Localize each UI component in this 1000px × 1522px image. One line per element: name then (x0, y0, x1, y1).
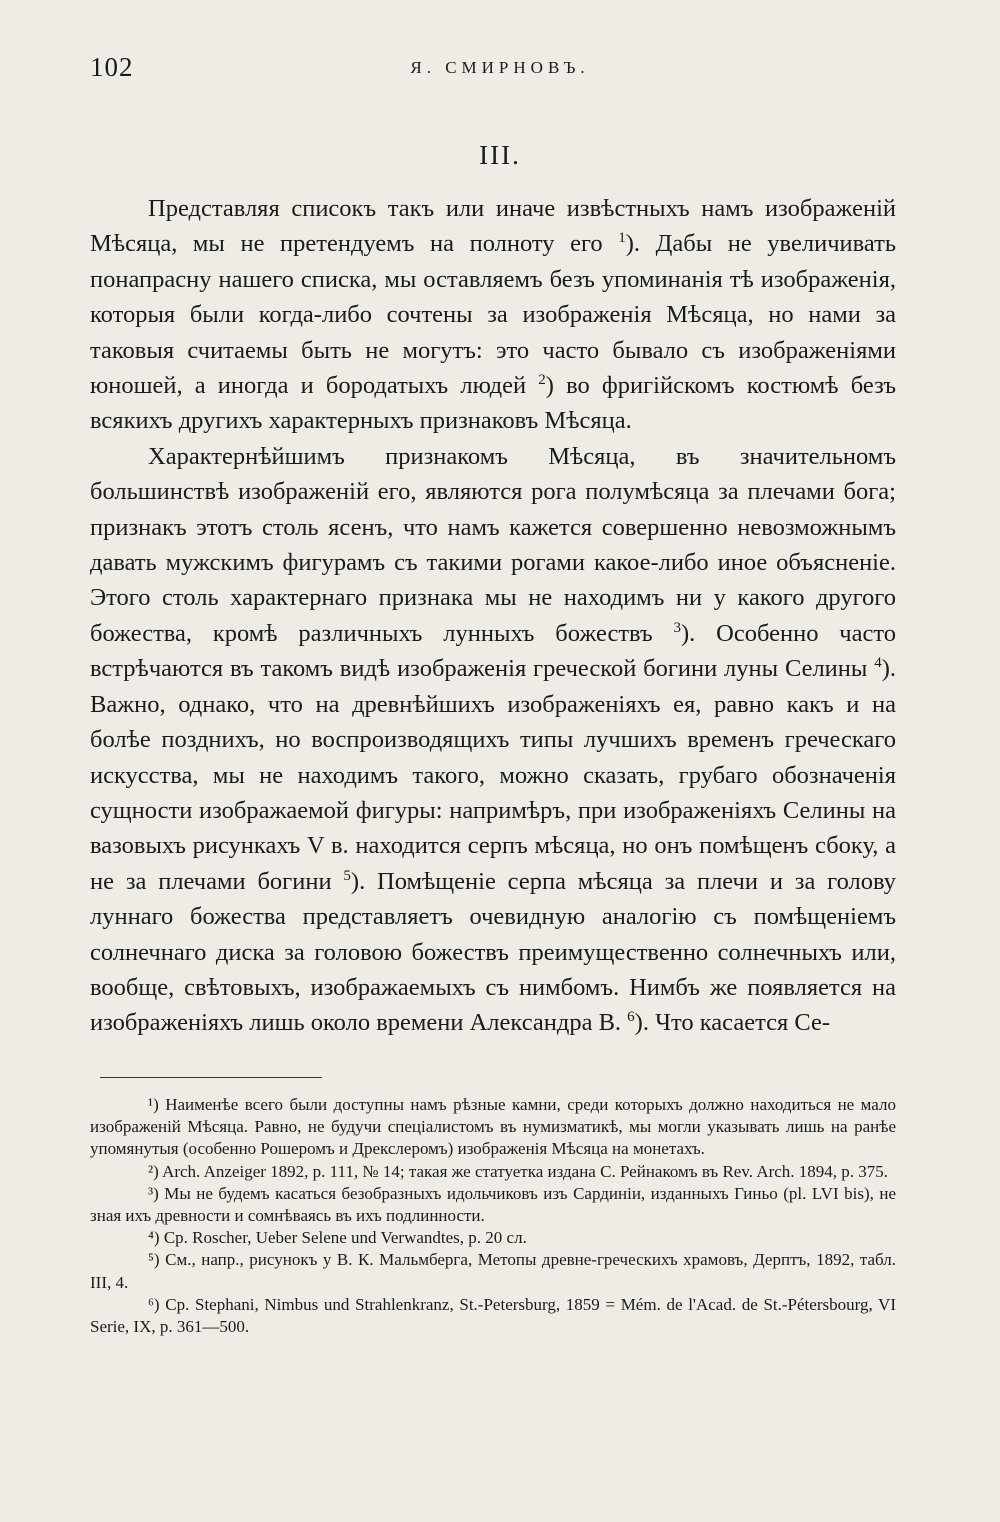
paragraph-text: ). Важно, однако, что на древнѣйшихъ изображеніяхъ ея, равно какъ и на болѣе позднихъ, но воспроизводящихъ типы лучшихъ временъ греческаго искусства, мы не находимъ такого, можно сказать, грубаго обозначенія сущности изображаемой фигуры: напримѣръ, при изображеніяхъ Селины на вазовыхъ рисункахъ V в. находится серпъ мѣсяца, но онъ помѣщенъ сбоку, а не за плечами богини (90, 655, 896, 895)
footnote-ref: 3 (673, 619, 682, 636)
footnote (90, 1294, 896, 1338)
footnote-text: Ср. Roscher, Ueber Selene und Verwandtes, p. 20 сл. (159, 1228, 527, 1248)
footnotes (90, 1094, 896, 1338)
footnote-marker: ³) (148, 1183, 159, 1203)
paragraph-text: ). Особенно часто встрѣчаются въ такомъ видѣ изображенія греческой богини луны Селины (90, 619, 896, 683)
footnote (90, 1227, 896, 1249)
footnote-marker: ⁵) (148, 1250, 160, 1270)
footnote-text: Ср. Stephani, Nimbus und Strahlenkranz, St.-Petersburg, 1859 = Mém. de l'Acad. de St.-Pétersbourg, VI Serie, IX, p. 361—500. (90, 1294, 896, 1337)
footnote (90, 1094, 896, 1161)
footnote-marker: ¹) (148, 1095, 159, 1114)
footnote-ref: 6 (627, 1009, 635, 1026)
footnote-marker: ⁶) (148, 1294, 160, 1314)
footnote (90, 1161, 896, 1183)
footnote-text: Мы не будемъ касаться безобразныхъ идольчиковъ изъ Сардиніи, изданныхъ Гиньо (pl. LVI bis), не зная ихъ древности и сомнѣваясь въ ихъ подлинности. (90, 1183, 896, 1226)
running-head: Я. СМИРНОВЪ. (410, 58, 590, 77)
paragraph (90, 191, 896, 439)
paragraph-text: ). Помѣщеніе серпа мѣсяца за плечи и за голову луннаго божества представляетъ очевидную аналогію съ помѣщеніемъ солнечнаго диска за головою божествъ преимущественно солнечныхъ или, вообще, свѣтовыхъ, изображаемыхъ съ нимбомъ. Нимбъ же появляется на изображеніяхъ лишь около времени Александра В. (90, 867, 896, 1037)
footnote-ref: 4 (874, 655, 882, 672)
footnote-divider (100, 1077, 322, 1078)
page-header (90, 52, 910, 92)
footnote-ref: 5 (343, 867, 351, 884)
paragraph (90, 439, 896, 1041)
footnote-marker: ²) (148, 1161, 159, 1181)
footnote-ref: 2 (538, 372, 546, 389)
paragraph-text: ). Дабы не увеличивать понапрасну нашего списка, мы оставляемъ безъ упоминанія тѣ изображенія, которыя были когда-либо сочтены за изображенія Мѣсяца, но нами за таковыя считаемы быть не могутъ: это часто бывало съ изображеніями юношей, а иногда и бородатыхъ людей (90, 230, 896, 400)
paragraph-text: Характернѣйшимъ признакомъ Мѣсяца, въ значительномъ большинствѣ изображеній его, являются рога полумѣсяца за плечами бога; признакъ этотъ столь ясенъ, что намъ кажется совершенно невозможнымъ давать мужскимъ фигурамъ съ такими рогами какое-либо иное объясненіе. Этого столь характернаго признака мы не находимъ ни у какого другого божества, кромѣ различныхъ лунныхъ божествъ (90, 442, 896, 647)
paragraph-text: ) во фригійскомъ костюмѣ безъ всякихъ другихъ характерныхъ признаковъ Мѣсяца. (90, 372, 896, 435)
footnote-text: Наименѣе всего были доступны намъ рѣзные камни, среди которыхъ должно находиться не мало изображеній Мѣсяца. Равно, не будучи спеціалистомъ въ нумизматикѣ, мы могли указывать лишь на ранѣе упомянутыя (особенно Рошеромъ и Дрекслеромъ) изображенія Мѣсяца на монетахъ. (90, 1095, 896, 1159)
footnote-ref: 1 (618, 230, 626, 247)
footnote-text: Arch. Anzeiger 1892, p. 111, № 14; такая же статуетка издана С. Рейнакомъ въ Rev. Arch. 1894, p. 375. (158, 1161, 889, 1181)
paragraph-text: Представляя списокъ такъ или иначе извѣстныхъ намъ изображеній Мѣсяца, мы не претендуемъ на полноту его (90, 195, 896, 258)
paragraph-text: ). Что касается Се- (634, 1009, 831, 1037)
section-number: III. (479, 140, 521, 170)
footnote (90, 1249, 896, 1293)
body-text (90, 191, 896, 1041)
footnote-text: См., напр., рисунокъ у В. К. Мальмберга, Метопы древне-греческихъ храмовъ, Дерптъ, 1892, табл. III, 4. (90, 1250, 896, 1292)
footnote-marker: ⁴) (148, 1228, 160, 1248)
footnote (90, 1183, 896, 1227)
page-number: 102 (90, 52, 134, 82)
